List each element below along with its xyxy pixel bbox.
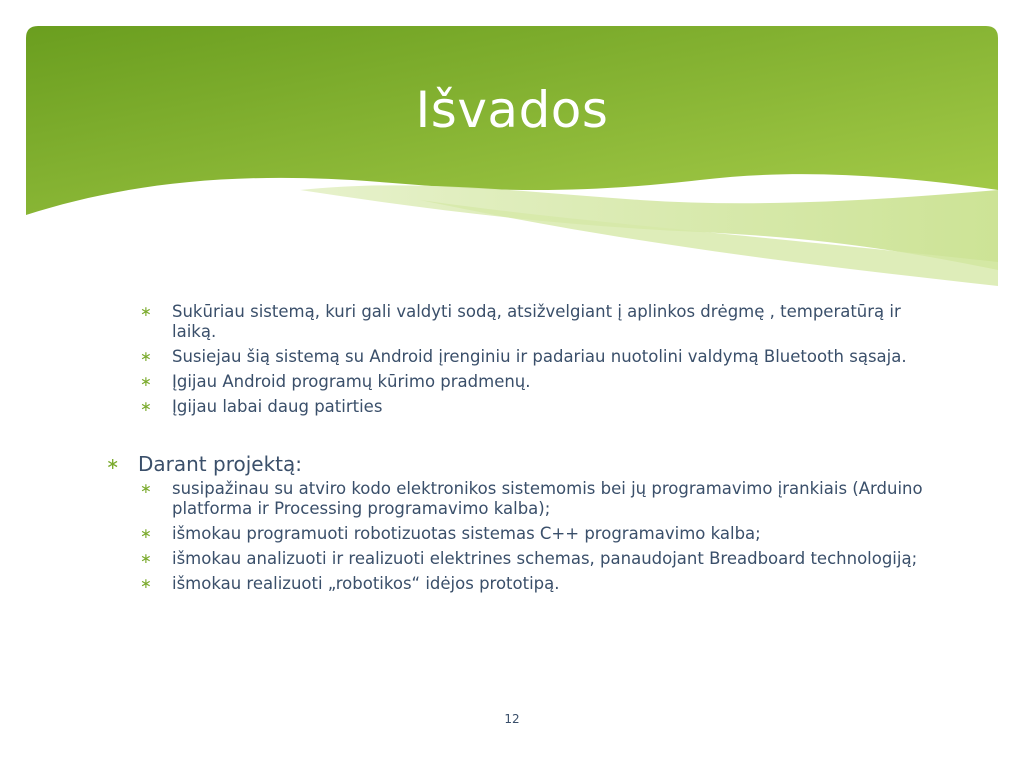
asterisk-bullet-icon: ∗ (140, 374, 152, 390)
slide-content (104, 302, 924, 599)
list-item: ∗ Sukūriau sistemą, kuri gali valdyti sodą, atsižvelgiant į aplinkos drėgmę , temperatūrą ir laiką. (140, 302, 901, 341)
list-item: ∗ išmokau analizuoti ir realizuoti elektrines schemas, panaudojant Breadboard technologiją; (140, 549, 918, 568)
list-item: ∗ išmokau programuoti robotizuotas sistemas C++ programavimo kalba; (140, 524, 761, 543)
list-item: ∗ išmokau realizuoti „robotikos“ idėjos prototipą. (140, 574, 560, 593)
asterisk-bullet-icon: ∗ (140, 551, 152, 567)
asterisk-bullet-icon: ∗ (140, 526, 152, 542)
list-item: ∗ Įgijau labai daug patirties (140, 397, 383, 416)
section-heading: ∗ Darant projektą: (106, 452, 303, 476)
list-item: ∗ Įgijau Android programų kūrimo pradmenų. (140, 372, 531, 391)
list-item: ∗ susipažinau su atviro kodo elektronikos sistemomis bei jų programavimo įrankiais (Arduino platforma ir Processing programavimo kalba); (140, 479, 923, 518)
header-banner (0, 0, 1024, 300)
asterisk-bullet-icon: ∗ (140, 349, 152, 365)
asterisk-bullet-icon: ∗ (140, 399, 152, 415)
page-number: 12 (504, 712, 520, 726)
slide-title: Išvados (415, 81, 609, 139)
first-bullet-list (104, 302, 924, 417)
asterisk-bullet-icon: ∗ (140, 481, 152, 497)
asterisk-bullet-icon: ∗ (140, 576, 152, 592)
list-item: ∗ Susiejau šią sistemą su Android įrenginiu ir padariau nuotolini valdymą Bluetooth sąsaja. (140, 347, 907, 366)
second-bullet-list (104, 479, 924, 594)
header-wave-graphic (0, 0, 1024, 300)
asterisk-bullet-icon: ∗ (106, 454, 120, 473)
asterisk-bullet-icon: ∗ (140, 304, 152, 320)
